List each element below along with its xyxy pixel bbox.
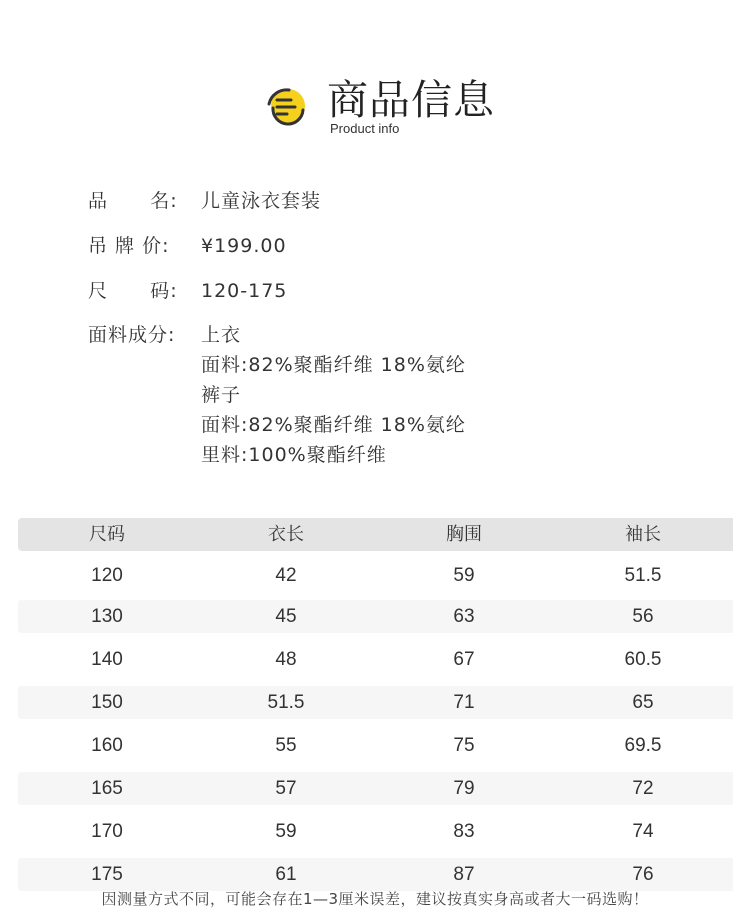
size-value: 120-175	[201, 280, 288, 302]
price-label: 吊 牌 价:	[88, 235, 170, 257]
table-cell: 51.5	[624, 565, 662, 586]
size-label: 尺 码:	[88, 280, 178, 302]
table-cell: 51.5	[267, 692, 305, 713]
fabric-label: 面料成分:	[88, 324, 176, 346]
fabric-value	[201, 320, 466, 470]
price-value: ¥199.00	[201, 235, 287, 257]
table-row	[18, 686, 733, 719]
section-header	[263, 76, 563, 140]
column-header: 胸围	[446, 524, 482, 545]
table-cell: 79	[453, 778, 475, 799]
table-row	[18, 643, 733, 676]
table-cell: 48	[275, 649, 297, 670]
table-cell: 57	[275, 778, 297, 799]
table-cell: 165	[91, 778, 123, 799]
table-cell: 59	[275, 821, 297, 842]
fabric-line: 面料:82%聚酯纤维 18%氨纶	[201, 414, 466, 436]
column-header: 尺码	[89, 524, 125, 545]
column-header: 袖长	[625, 524, 661, 545]
table-row	[18, 559, 733, 592]
table-row	[18, 600, 733, 633]
table-cell: 45	[275, 606, 297, 627]
table-row	[18, 729, 733, 762]
table-cell: 55	[275, 735, 297, 756]
table-cell: 63	[453, 606, 475, 627]
table-cell: 75	[453, 735, 475, 756]
info-row-size	[88, 276, 287, 306]
info-row-fabric	[88, 320, 466, 470]
table-cell: 65	[632, 692, 654, 713]
table-cell: 69.5	[624, 735, 662, 756]
table-row	[18, 772, 733, 805]
table-row	[18, 858, 733, 891]
table-cell: 140	[91, 649, 123, 670]
table-header	[18, 518, 733, 551]
name-label: 品 名:	[88, 190, 178, 212]
fabric-line: 面料:82%聚酯纤维 18%氨纶	[201, 354, 466, 376]
list-badge-icon	[263, 84, 311, 132]
table-cell: 170	[91, 821, 123, 842]
table-cell: 61	[275, 864, 297, 885]
table-cell: 72	[632, 778, 654, 799]
table-cell: 76	[632, 864, 654, 885]
column-header: 衣长	[268, 524, 304, 545]
fabric-line: 里料:100%聚酯纤维	[201, 444, 387, 466]
page-subtitle: Product info	[330, 121, 400, 136]
name-value: 儿童泳衣套装	[201, 190, 322, 212]
info-row-name	[88, 186, 321, 216]
table-cell: 67	[453, 649, 475, 670]
info-row-price	[88, 231, 287, 261]
table-cell: 56	[632, 606, 654, 627]
table-cell: 120	[91, 565, 123, 586]
table-row	[18, 815, 733, 848]
table-cell: 87	[453, 864, 475, 885]
fabric-line: 裤子	[201, 384, 242, 406]
table-cell: 71	[453, 692, 475, 713]
table-cell: 175	[91, 864, 123, 885]
table-cell: 59	[453, 565, 475, 586]
table-cell: 150	[91, 692, 123, 713]
table-cell: 74	[632, 821, 654, 842]
fabric-line: 上衣	[201, 324, 242, 346]
table-cell: 42	[275, 565, 297, 586]
table-cell: 60.5	[624, 649, 662, 670]
table-cell: 83	[453, 821, 475, 842]
page-title: 商品信息	[327, 76, 495, 124]
table-cell: 130	[91, 606, 123, 627]
measurement-note: 因测量方式不同，可能会存在1—3厘米误差，建议按真实身高或者大一码选购！	[101, 890, 649, 908]
table-cell: 160	[91, 735, 123, 756]
